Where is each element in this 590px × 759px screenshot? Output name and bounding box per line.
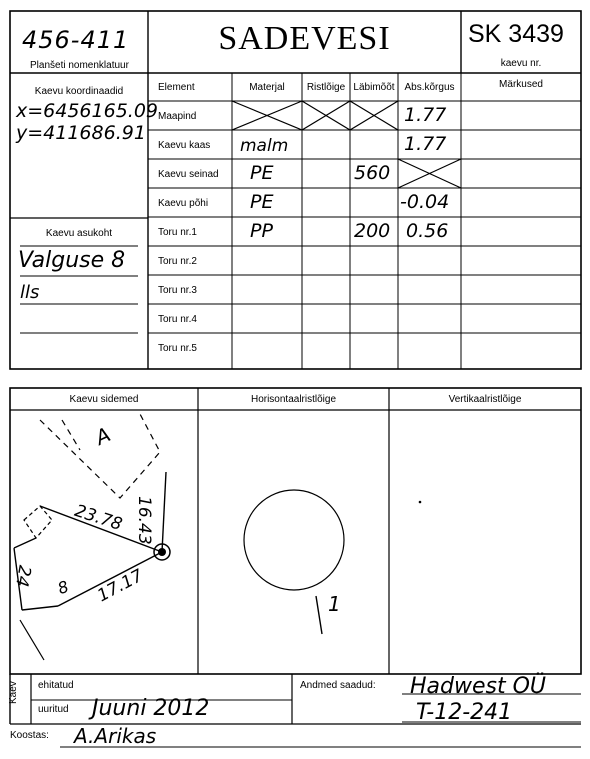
row-element: Toru nr.5 <box>158 343 197 354</box>
row-element: Toru nr.2 <box>158 256 197 267</box>
cell-materjal: PE <box>250 162 274 184</box>
row-element: Toru nr.1 <box>158 227 197 238</box>
sketch-dim-5: 8 <box>55 576 72 599</box>
header-ristloige: Ristlõige <box>306 82 346 93</box>
uuritud-label: uuritud <box>38 704 69 715</box>
koostas-label: Koostas: <box>10 730 49 741</box>
sketch-dim-1: 23.78 <box>72 500 125 536</box>
location-line1: Valguse 8 <box>18 248 126 273</box>
andmed-label: Andmed saadud: <box>300 680 376 691</box>
location-label: Kaevu asukoht <box>45 228 113 239</box>
header-element: Element <box>158 82 195 93</box>
coordinates-label: Kaevu koordinaadid <box>34 86 124 97</box>
andmed-value-number: T-12-241 <box>416 700 513 725</box>
nomenclature-label: Planšeti nomenklatuur <box>30 60 129 71</box>
cell-materjal: PP <box>250 220 273 242</box>
andmed-value-company: Hadwest OÜ <box>410 674 547 699</box>
cell-labimoot: 560 <box>354 162 391 184</box>
row-element: Maapind <box>158 111 197 122</box>
koostas-value: A.Arikas <box>74 724 157 748</box>
cell-abs-korgus: 1.77 <box>404 104 447 126</box>
header-abs-korgus: Abs.kõrgus <box>404 82 455 93</box>
row-element: Toru nr.4 <box>158 314 197 325</box>
sketch-label-a: A <box>91 422 115 450</box>
cell-abs-korgus: 1.77 <box>404 133 447 155</box>
sketch-header-vertical: Vertikaalristlõige <box>448 394 522 405</box>
header-materjal: Materjal <box>249 82 285 93</box>
nomenclature-value: 456-411 <box>22 26 130 54</box>
well-number-label: kaevu nr. <box>500 58 542 69</box>
coordinate-x: x=6456165.09 <box>16 100 158 122</box>
sketch-header-horizontal: Horisontaalristlõige <box>250 394 337 405</box>
cell-materjal: PE <box>250 191 274 213</box>
well-number-value: SK 3439 <box>468 20 564 48</box>
sketch-header-connections: Kaevu sidemed <box>69 394 139 405</box>
header-markused: Märkused <box>499 79 543 90</box>
sketch-dim-4: 24 <box>11 563 35 589</box>
ehitatud-label: ehitatud <box>38 680 74 691</box>
uuritud-value: Juuni 2012 <box>92 696 210 721</box>
kaev-label: Kaev <box>8 681 19 704</box>
row-element: Toru nr.3 <box>158 285 197 296</box>
page-title: SADEVESI <box>218 20 391 57</box>
row-element: Kaevu kaas <box>158 140 211 151</box>
header-labimoot: Läbimõõt <box>353 82 395 93</box>
vertical-section-dot <box>419 501 422 504</box>
coordinate-y: y=411686.91 <box>16 122 146 144</box>
cell-materjal: malm <box>240 136 289 156</box>
pipe-label: 1 <box>328 592 341 616</box>
sketch-dim-2: 17.17 <box>94 565 147 607</box>
location-line2: lls <box>20 282 40 303</box>
cell-abs-korgus: -0.04 <box>400 191 450 213</box>
cell-abs-korgus: 0.56 <box>406 220 449 242</box>
row-element: Kaevu seinad <box>158 169 219 180</box>
cell-labimoot: 200 <box>354 220 391 242</box>
sketch-dim-3: 16.43 <box>134 496 154 545</box>
row-element: Kaevu põhi <box>158 198 209 209</box>
